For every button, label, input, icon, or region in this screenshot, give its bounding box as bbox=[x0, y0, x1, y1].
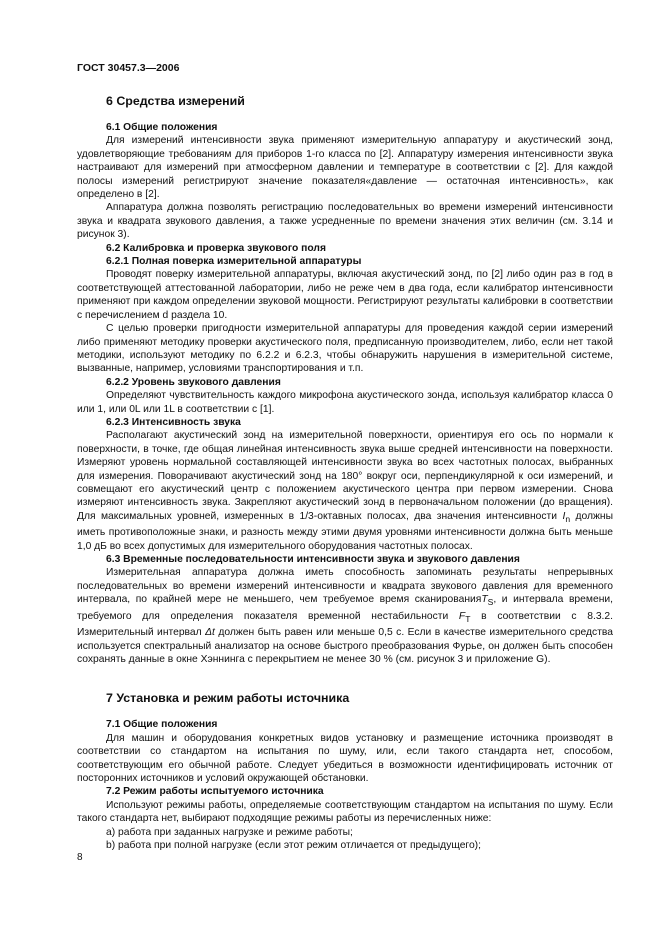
text-run: Измерительная аппаратура должна иметь способность запоминать результаты непрерывных последовательных во времени измерений интенсивности и квадрата звукового давления для временного интервала, по крайней мере не меньшего, чем требуемое время сканирования bbox=[77, 567, 613, 606]
list-item: a) работа при заданных нагрузке и режиме работы; bbox=[106, 826, 353, 838]
text-run: Располагают акустический зонд на измерительной поверхности, ориентируя его ось по нормали к поверхности, в точке, где общая линейная интенсивность звука выше средней интенсивности на поверхности. Измеряют уровень нормальной составляющей интенсивности звука во всех частотных полосах, выбранных для измерения. Поворачивают акустический зонд на 180° вокруг оси, перпендикулярной к оси измерений, и совмещают его акустический центр с положением акустического центра при первом измерении. Снова измеряют интенсивность звука. Закрепляют акустический зонд в первоначальном положении (до вращения). Для максимальных уровней, измеренных в 1/3-октавных полосах, два значения интенсивности bbox=[77, 430, 613, 522]
section-7-1-paragraph-1: Для машин и оборудования конкретных видов установку и размещение источника производят в соответствии со стандартом на испытания по шуму, или, если такого стандарта нет, способом, соответствующим его обычной работе. Следует убедиться в возможности идентифицировать источник от посторонних источников и условий окружающей обстановки. bbox=[77, 732, 613, 785]
section-6-2-1-heading: 6.2.1 Полная поверка измерительной аппаратуры bbox=[106, 256, 362, 268]
section-6-2-3-paragraph-1 bbox=[77, 429, 613, 553]
page-number: 8 bbox=[77, 852, 83, 863]
intensity-symbol: I bbox=[562, 510, 566, 522]
section-6-1-heading: 6.1 Общие положения bbox=[106, 122, 218, 133]
section-6-2-2-heading: 6.2.2 Уровень звукового давления bbox=[106, 376, 281, 388]
scan-time-symbol: T bbox=[481, 594, 488, 606]
text-run: должны иметь противоположные знаки, и разность между этими двумя уровнями интенсивности должна быть меньше 1,0 дБ во всех допустимых для измерительного оборудования частотных полосах. bbox=[77, 510, 613, 552]
text-run: должен быть равен или меньше 0,5 с. Если в качестве измерительного средства используется спектральный анализатор на основе быстрого преобразования Фурье, он должен быть способен сохранять данные в окне Хэннинга с перекрытием не менее 30 % (см. рисунок 3 и приложение G). bbox=[77, 627, 613, 665]
section-7-2-paragraph-1: Используют режимы работы, определяемые соответствующим стандартом на испытания по шуму. Если такого стандарта нет, выбирают подходящие режимы работы из перечисленных ниже: bbox=[77, 799, 613, 825]
document-id: ГОСТ 30457.3—2006 bbox=[77, 62, 180, 74]
section-6-3-heading: 6.3 Временные последовательности интенсивности звука и звукового давления bbox=[106, 554, 520, 566]
scan-time-subscript: S bbox=[487, 597, 494, 608]
section-7-1-heading: 7.1 Общие положения bbox=[106, 719, 218, 731]
section-6-2-3-heading: 6.2.3 Интенсивность звука bbox=[106, 416, 241, 428]
section-6-heading: 6 Средства измерений bbox=[106, 94, 245, 108]
section-6-1-paragraph-1: Для измерений интенсивности звука применяют измерительную аппаратуру и акустический зонд, удовлетворяющие требованиям для приборов 1-го класса по [2]. Аппаратуру измерения интенсивности звука настраивают для измерений при атмосферном давлении и температуре в соответствии с [2]. Для каждой полосы измерений регистрируют значение показателя«давление — остаточная интенсивность», как определено в [2]. bbox=[77, 135, 613, 201]
page-content bbox=[77, 90, 613, 852]
intensity-subscript: n bbox=[565, 513, 571, 524]
text-run: , и интервала времени, требуемого для определения показателя временной нестабильности bbox=[77, 594, 613, 622]
instability-symbol: F bbox=[458, 610, 466, 622]
section-6-1-paragraph-2: Аппаратура должна позволять регистрацию последовательных во времени измерений интенсивности звука и квадрата звукового давления, а также усредненные по времени значения этих величин (см. 3.14 и рисунок 3). bbox=[77, 202, 613, 241]
section-6-2-2-paragraph-1: Определяют чувствительность каждого микрофона акустического зонда, используя калибратор класса 0 или 1, или 0L или 1L в соответствии с [1]. bbox=[77, 390, 613, 415]
section-6-2-1-paragraph-1: Проводят поверку измерительной аппаратуры, включая акустический зонд, по [2] либо один раз в год в соответствующей аттестованной лаборатории, либо не реже чем в два года, если калибратор интенсивности применяют при каждом определении звуковой мощности. Регистрируют результаты калибровки в соответствии с перечислением d раздела 10. bbox=[77, 269, 613, 321]
text-run: в соответствии с 8.3.2. Измерительный интервал bbox=[77, 610, 613, 639]
list-item: b) работа при полной нагрузке (если этот режим отличается от предыдущего); bbox=[106, 840, 481, 852]
section-6-3-paragraph-1 bbox=[77, 566, 613, 666]
section-6-2-heading: 6.2 Калибровка и проверка звукового поля bbox=[106, 242, 326, 254]
interval-symbol: Δt bbox=[205, 627, 215, 639]
instability-subscript: T bbox=[465, 613, 471, 624]
section-7-2-heading: 7.2 Режим работы испытуемого источника bbox=[106, 786, 324, 798]
section-6-2-1-paragraph-2: С целью проверки пригодности измерительной аппаратуры для проведения каждой серии измерений либо применяют методику проверки акустического поля, предписанную производителем, либо, если нет такой методики, используют методику по 6.2.2 и 6.2.3, чтобы обнаружить нарушения в измерительной системе, вызванные, например, условиями транспортирования и т.п. bbox=[77, 323, 613, 375]
section-7-heading: 7 Установка и режим работы источника bbox=[106, 691, 350, 706]
